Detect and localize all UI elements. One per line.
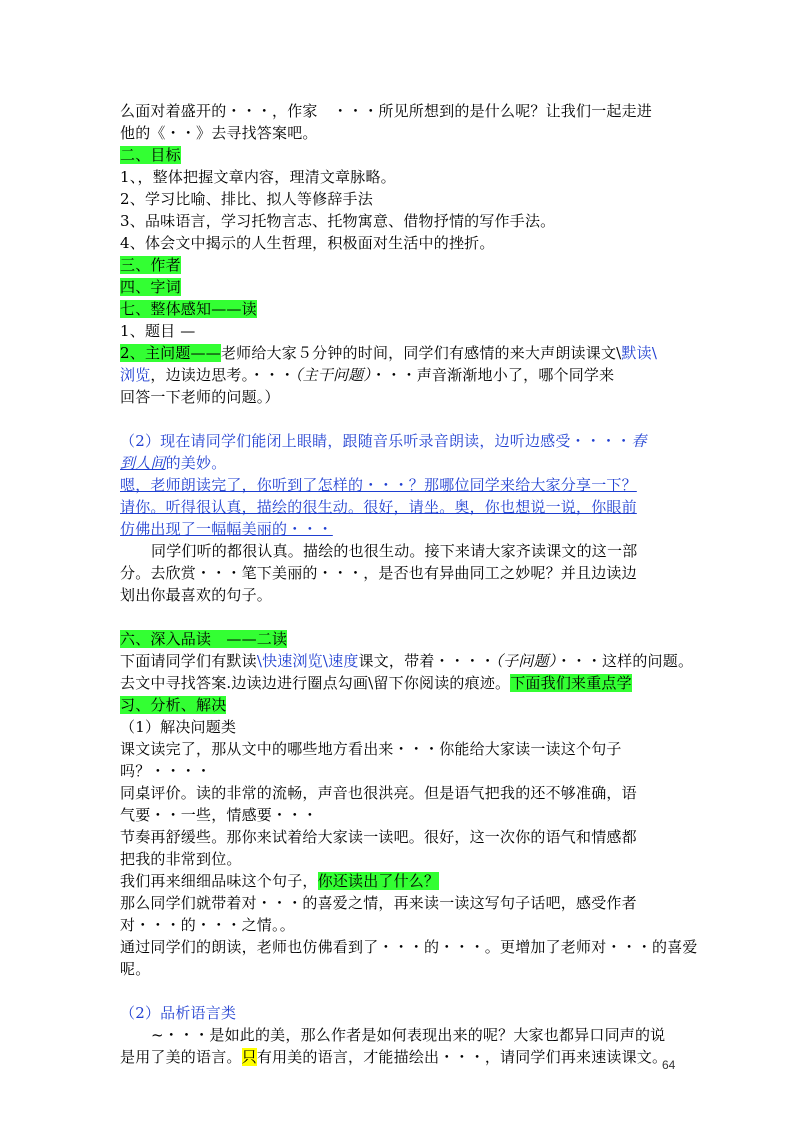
- text-line: [120, 672, 632, 694]
- text-span: 春: [631, 432, 647, 450]
- highlight: 四、字词: [120, 278, 181, 296]
- goal-item: 4、体会文中揭示的人生哲理，积极面对生活中的挫折。: [120, 234, 495, 252]
- highlight: 你还读出了什么？: [317, 872, 440, 890]
- text-line: [120, 650, 693, 672]
- highlight: 二、目标: [120, 146, 181, 164]
- text-line: 同学们听的都很认真。描绘的也很生动。接下来请大家齐读课文的这一部: [151, 542, 638, 560]
- text-span: \快速浏览\速度: [256, 652, 359, 670]
- highlight: 只: [241, 1048, 257, 1066]
- text-line: [120, 452, 226, 474]
- text-span: 我们再来细细品味这个句子，: [120, 872, 318, 890]
- text-line: 1、题目 —: [120, 322, 196, 340]
- text-line: 呢。: [120, 960, 151, 978]
- text-line: 那么同学们就带着对・・・的喜爱之情，再来读一读这写句子话吧，感受作者: [120, 894, 637, 912]
- goal-item: 2、学习比喻、排比、拟人等修辞手法: [120, 190, 373, 208]
- text-span: 到人间: [120, 454, 166, 472]
- heading-deep-read: [120, 628, 287, 650]
- text-line: 把我的非常到位。: [120, 850, 242, 868]
- text-line: 课文读完了，那从文中的哪些地方看出来・・・你能给大家读一读这个句子: [120, 740, 622, 758]
- goal-item: 1、，整体把握文章内容，理清文章脉略。: [120, 168, 396, 186]
- text-span: 有用美的语言，才能描绘出・・・，请同学们再来速读课文。: [256, 1048, 668, 1066]
- text-line: [120, 1046, 667, 1068]
- text-line: 气要・・一些，情感要・・・: [120, 806, 318, 824]
- text-span: 默读\: [621, 344, 658, 362]
- text-span: 课文，带着・・・・: [358, 652, 496, 670]
- highlight: 习、分析、解决: [120, 696, 227, 714]
- text-span: 去文中寻找答案.边读边进行圈点勾画\留下你阅读的痕迹。: [120, 674, 511, 692]
- text-line: 回答一下老师的问题。）: [120, 388, 280, 406]
- highlight: 七、整体感知——读: [120, 300, 257, 318]
- text-span: （子问题）: [495, 652, 557, 670]
- highlight: 三、作者: [120, 256, 181, 274]
- heading-goals: [120, 144, 181, 166]
- text-line: 同桌评价。读的非常的流畅，声音也很洪亮。但是语气把我的还不够准确，语: [120, 784, 637, 802]
- text-line: 么面对着盛开的・・・，作家 ・・・所见所想到的是什么呢？让我们一起走进: [120, 102, 653, 120]
- text-line: 吗？・・・・: [120, 762, 212, 780]
- text-span: ・・・声音渐渐地小了，哪个同学来: [371, 366, 615, 384]
- text-span: ，边读边思考。・・・: [150, 366, 295, 384]
- text-line: [120, 364, 614, 386]
- text-line: 他的《・・》去寻找答案吧。: [120, 124, 318, 142]
- text-line: 请你。听得很认真，描绘的很生动。很好，请坐。奥，你也想说一说，你眼前: [120, 498, 637, 516]
- highlight: 下面我们来重点学: [510, 674, 632, 692]
- text-line: 仿佛出现了一幅幅美丽的・・・: [120, 520, 333, 538]
- text-line: 划出你最喜欢的句子。: [120, 586, 273, 604]
- text-line: [120, 694, 226, 716]
- text-line: ~・・・是如此的美，那么作者是如何表现出来的呢？大家也都异口同声的说: [151, 1026, 666, 1044]
- subheading: （2）品析语言类: [120, 1004, 237, 1022]
- text-line: [120, 430, 647, 452]
- highlight: 六、深入品读 ——二读: [120, 630, 288, 648]
- text-line: 通过同学们的朗读，老师也仿佛看到了・・・的・・・。更增加了老师对・・・的喜爱: [120, 938, 698, 956]
- heading-words: [120, 276, 181, 298]
- text-span: ・・・这样的问题。: [556, 652, 694, 670]
- goal-item: 3、品味语言，学习托物言志、托物寓意、借物抒情的写作手法。: [120, 212, 556, 230]
- heading-author: [120, 254, 181, 276]
- text-span: 下面请同学们有默读: [120, 652, 257, 670]
- text-span: 的美妙。: [165, 454, 227, 472]
- page-number: 64: [662, 1058, 676, 1072]
- text-line: 对・・・的・・・之情。。: [120, 916, 295, 934]
- text-line: [120, 870, 439, 892]
- heading-first-read: [120, 298, 257, 320]
- text-span: 是用了美的语言。: [120, 1048, 242, 1066]
- text-line: 分。去欣赏・・・笔下美丽的・・・，是否也有异曲同工之妙呢？并且边读边: [120, 564, 637, 582]
- text-line: [120, 342, 657, 364]
- text-line: 嗯，老师朗读完了，你听到了怎样的・・・？那哪位同学来给大家分享一下？: [120, 476, 637, 494]
- highlight: 2、主问题——: [120, 344, 221, 362]
- subheading: （1）解决问题类: [120, 718, 237, 736]
- text-span: （主干问题）: [294, 366, 372, 384]
- text-span: （2）现在请同学们能闭上眼睛，跟随音乐听录音朗读，边听边感受・・・・: [120, 432, 632, 450]
- text-span: 老师给大家５分钟的时间，同学们有感情的来大声朗读课文\: [220, 344, 622, 362]
- text-span: 浏览: [120, 366, 151, 384]
- text-line: 节奏再舒缓些。那你来试着给大家读一读吧。很好，这一次你的语气和情感都: [120, 828, 637, 846]
